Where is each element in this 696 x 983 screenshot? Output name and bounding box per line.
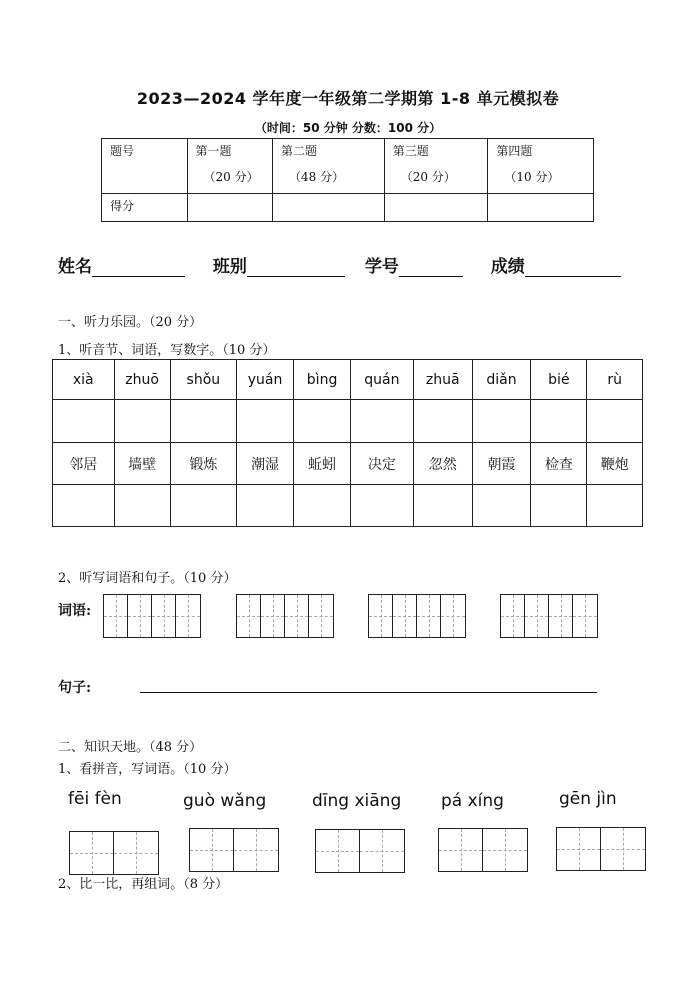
pinyin-cell: bìng xyxy=(294,360,351,400)
score-cell-1[interactable] xyxy=(187,194,273,222)
dictation-box-2[interactable] xyxy=(236,594,334,638)
answer-cell[interactable] xyxy=(472,400,531,443)
number-field[interactable] xyxy=(399,260,463,277)
section-1-q1-title: 1、听音节、词语，写数字。（10 分） xyxy=(58,343,276,358)
pinyin-word-1: fēi fèn xyxy=(68,789,122,809)
answer-cell[interactable] xyxy=(170,400,236,443)
word-cell: 忽然 xyxy=(413,443,472,485)
score-table-col-3: 第三题 （20 分） xyxy=(384,139,488,194)
word-cell: 朝霞 xyxy=(472,443,531,485)
answer-cell[interactable] xyxy=(413,400,472,443)
answer-cell[interactable] xyxy=(114,485,170,527)
writing-box-4[interactable] xyxy=(438,828,528,872)
pinyin-cell: yuán xyxy=(236,360,293,400)
answer-cell[interactable] xyxy=(413,485,472,527)
class-label: 班别 xyxy=(212,257,247,277)
pinyin-cell: rù xyxy=(587,360,643,400)
writing-box-1[interactable] xyxy=(69,831,159,875)
answer-cell[interactable] xyxy=(114,400,170,443)
pinyin-cell: xià xyxy=(53,360,115,400)
class-field[interactable] xyxy=(247,260,345,277)
section-1-q2-title: 2、听写词语和句子。（10 分） xyxy=(58,571,237,586)
grade-label: 成绩 xyxy=(490,257,525,277)
answer-cell[interactable] xyxy=(531,400,587,443)
page-title: 2023—2024 学年度一年级第二学期第 1-8 单元模拟卷 xyxy=(136,89,560,108)
pinyin-word-5: gēn jìn xyxy=(559,789,617,809)
student-info xyxy=(58,252,621,277)
section-2-title: 二、知识天地。（48 分） xyxy=(58,740,203,755)
answer-cell[interactable] xyxy=(294,400,351,443)
word-cell: 墙壁 xyxy=(114,443,170,485)
pinyin-cell: shǒu xyxy=(170,360,236,400)
pinyin-cell: zhuō xyxy=(114,360,170,400)
score-table-col-2: 第二题 （48 分） xyxy=(273,139,385,194)
answer-cell[interactable] xyxy=(587,485,643,527)
writing-box-3[interactable] xyxy=(315,829,405,873)
dictation-box-4[interactable] xyxy=(500,594,598,638)
sentence-line[interactable] xyxy=(140,692,597,693)
section-2-q2-title: 2、比一比，再组词。（8 分） xyxy=(58,877,229,892)
pinyin-cell: zhuā xyxy=(413,360,472,400)
section-1-title: 一、听力乐园。（20 分） xyxy=(58,315,203,330)
word-cell: 鞭炮 xyxy=(587,443,643,485)
pinyin-cell: diǎn xyxy=(472,360,531,400)
answer-cell[interactable] xyxy=(53,400,115,443)
score-table-score-label: 得分 xyxy=(102,194,188,222)
dictation-box-1[interactable] xyxy=(103,594,201,638)
answer-cell[interactable] xyxy=(351,485,414,527)
sentence-label: 句子: xyxy=(58,680,92,696)
word-cell: 蚯蚓 xyxy=(294,443,351,485)
pinyin-word-3: dīng xiāng xyxy=(312,791,402,811)
writing-box-5[interactable] xyxy=(556,827,646,871)
pinyin-cell: bié xyxy=(531,360,587,400)
name-field[interactable] xyxy=(92,260,185,277)
answer-cell[interactable] xyxy=(236,400,293,443)
words-label: 词语: xyxy=(58,603,92,619)
word-cell: 决定 xyxy=(351,443,414,485)
number-label: 学号 xyxy=(364,257,399,277)
score-cell-2[interactable] xyxy=(273,194,385,222)
answer-cell[interactable] xyxy=(236,485,293,527)
answer-cell[interactable] xyxy=(53,485,115,527)
dictation-box-3[interactable] xyxy=(368,594,466,638)
word-cell: 锻炼 xyxy=(170,443,236,485)
exam-duration-score: （时间：50 分钟 分数：100 分） xyxy=(254,121,442,135)
word-cell: 检查 xyxy=(531,443,587,485)
name-label: 姓名 xyxy=(58,257,92,277)
answer-cell[interactable] xyxy=(294,485,351,527)
score-table-col-1: 第一题 （20 分） xyxy=(187,139,273,194)
answer-cell[interactable] xyxy=(472,485,531,527)
word-cell: 潮湿 xyxy=(236,443,293,485)
listening-grid xyxy=(52,359,643,527)
score-cell-4[interactable] xyxy=(488,194,594,222)
pinyin-cell: quán xyxy=(351,360,414,400)
answer-cell[interactable] xyxy=(587,400,643,443)
section-2-q1-title: 1、看拼音，写词语。（10 分） xyxy=(58,762,237,777)
answer-cell[interactable] xyxy=(351,400,414,443)
answer-cell[interactable] xyxy=(170,485,236,527)
pinyin-word-4: pá xíng xyxy=(441,791,504,811)
score-cell-3[interactable] xyxy=(384,194,488,222)
grade-field[interactable] xyxy=(525,260,621,277)
score-table-header-label: 题号 xyxy=(102,139,188,194)
score-table-col-4: 第四题 （10 分） xyxy=(488,139,594,194)
word-cell: 邻居 xyxy=(53,443,115,485)
answer-cell[interactable] xyxy=(531,485,587,527)
writing-box-2[interactable] xyxy=(189,828,279,872)
pinyin-word-2: guò wǎng xyxy=(183,791,267,811)
score-table xyxy=(101,138,594,222)
